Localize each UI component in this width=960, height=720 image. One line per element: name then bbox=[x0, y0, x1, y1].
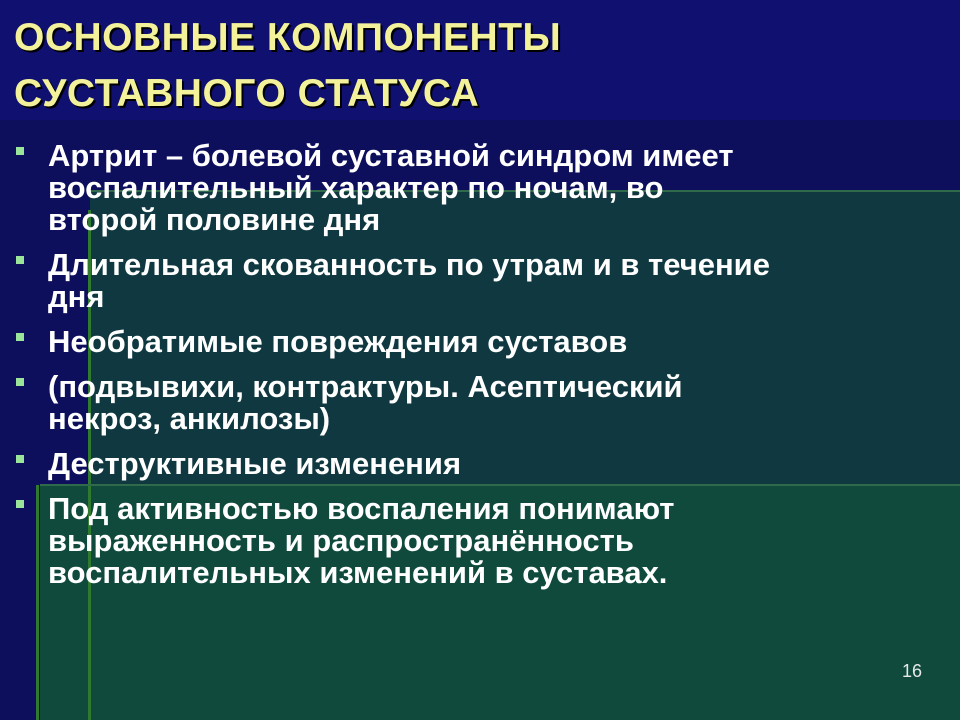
slide-title-line: СУСТАВНОГО СТАТУСА bbox=[14, 72, 480, 115]
bullet-item bbox=[14, 140, 934, 236]
bullet-text-line: Артрит – болевой суставной синдром имеет bbox=[48, 138, 734, 173]
square-bullet-icon bbox=[16, 378, 24, 386]
slide-title-line: ОСНОВНЫЕ КОМПОНЕНТЫ bbox=[14, 16, 562, 59]
bullet-text-line: Под активностью воспаления понимают bbox=[48, 491, 675, 526]
square-bullet-icon bbox=[16, 256, 24, 264]
bullet-text-line: некроз, анкилозы) bbox=[48, 401, 331, 436]
bullet-text-line: Длительная скованность по утрам и в течение bbox=[48, 247, 770, 282]
slide-title bbox=[14, 10, 561, 122]
bullet-text-line: (подвывихи, контрактуры. Асептический bbox=[48, 369, 683, 404]
bullet-item bbox=[14, 493, 934, 589]
bullet-item bbox=[14, 326, 934, 358]
bullet-item bbox=[14, 249, 934, 313]
bullet-text-line: дня bbox=[48, 279, 105, 314]
bullet-item bbox=[14, 448, 934, 480]
bullet-text-line: Деструктивные изменения bbox=[48, 446, 462, 481]
square-bullet-icon bbox=[16, 455, 24, 463]
square-bullet-icon bbox=[16, 500, 24, 508]
bullet-list bbox=[14, 140, 934, 602]
bullet-item bbox=[14, 371, 934, 435]
bullet-text-line: Необратимые повреждения суставов bbox=[48, 324, 628, 359]
page-number: 16 bbox=[901, 661, 922, 681]
square-bullet-icon bbox=[16, 147, 24, 155]
bullet-text-line: выраженность и распространённость bbox=[48, 523, 634, 558]
bullet-text-line: воспалительных изменений в суставах. bbox=[48, 555, 668, 590]
square-bullet-icon bbox=[16, 333, 24, 341]
bullet-text-line: воспалительный характер по ночам, во bbox=[48, 170, 664, 205]
bullet-text-line: второй половине дня bbox=[48, 202, 381, 237]
